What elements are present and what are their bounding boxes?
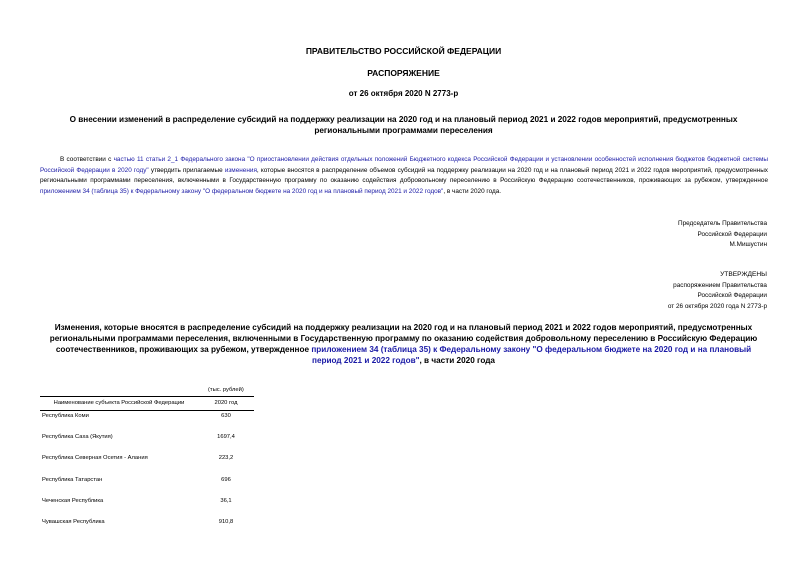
region-value: 223,2 [218,455,234,462]
table-row [40,411,254,433]
changes-title-text-1: Изменения, которые вносятся в распределение субсидий на поддержку реализации на 2020 год и на плановый период 2021 и 2022 годов мероприятий, предусмотренных региональными программами переселения, включенными в Государственную программу по оказанию содействия добровольному переселению в Российскую Федерацию соотечественников, проживающих за рубежом, утвержденное [49,323,758,354]
region-name: Республика Татарстан [42,476,103,483]
column-header-region: Наименование субъекта Российской Федерации [53,400,185,406]
table-unit: (тыс. рублей) [208,387,244,393]
table-row [40,453,254,474]
body-paragraph [40,155,768,197]
table-row [40,496,254,517]
region-value: 1697,4 [217,434,235,441]
signature-block [678,219,767,251]
table-header-row [40,397,254,411]
approval-line: распоряжением Правительства [673,281,767,289]
signature-name: М.Мишустин [729,241,767,248]
changes-title-text-2: , в части 2020 года [419,356,495,365]
region-name: Чувашская Республика [42,518,105,525]
body-text-4: , в части 2020 года. [443,187,502,195]
approval-line: от 26 октября 2020 года N 2773-р [667,302,767,310]
body-text-2: утвердить прилагаемые [148,166,225,174]
document-title: О внесении изменений в распределение субсидий на поддержку реализации на 2020 год и на плановый период 2021 и 2022 годов мероприятий, предусмотренных региональными программами переселения [69,115,738,135]
body-text-3: , которые вносятся в распределение объемов субсидий на поддержку реализации на 2020 год и на плановый период 2021 и 2022 годов мероприятий, предусмотренных региональными программами переселения, включенными в Государственную программу по оказанию содействия добровольному переселению в Российскую Федерацию соотечественников, проживающих за рубежом, утвержденное [40,166,769,184]
appendix-link[interactable]: приложением 34 (таблица 35) к Федеральному закону "О федеральном бюджете на 2020 год и на плановый период 2021 и 2022 годов" [40,187,444,195]
region-name: Республика Коми [42,413,89,419]
approval-line: Российской Федерации [697,292,767,299]
approval-heading: УТВЕРЖДЕНЫ [720,271,767,278]
subsidy-table [40,396,254,538]
region-value: 696 [221,476,231,483]
document-type: РАСПОРЯЖЕНИЕ [367,68,440,78]
law-link[interactable]: частью 11 статьи 2_1 Федерального закона "О приостановлении действия отдельных положений Бюджетного кодекса Российской Федерации и установлении особенностей исполнения бюджетов бюджетной системы Российской Федерации в 2020 году" [40,156,768,174]
body-text-1: В соответствии с [60,156,114,163]
region-name: Республика Саха (Якутия) [42,434,113,441]
government-heading: ПРАВИТЕЛЬСТВО РОССИЙСКОЙ ФЕДЕРАЦИИ [305,46,502,56]
region-value: 36,1 [220,497,232,504]
region-name: Чеченская Республика [42,497,104,504]
document-date-number: от 26 октября 2020 N 2773-р [348,89,459,98]
changes-title [40,322,767,366]
region-value: 630 [221,413,231,419]
table-row [40,432,254,453]
table-row [40,517,254,538]
signature-line: Российской Федерации [697,230,767,238]
table-row [40,475,254,496]
region-value: 910,8 [218,518,234,525]
region-name: Республика Северная Осетия - Алания [42,455,148,462]
changes-link[interactable]: изменения [224,166,257,174]
approval-block [668,270,767,312]
column-header-year: 2020 год [214,400,238,406]
changes-title-link[interactable]: приложением 34 (таблица 35) к Федеральному закону "О федеральном бюджете на 2020 год и на плановый период 2021 и 2022 годов" [311,345,752,365]
signature-line: Председатель Правительства [678,220,767,227]
